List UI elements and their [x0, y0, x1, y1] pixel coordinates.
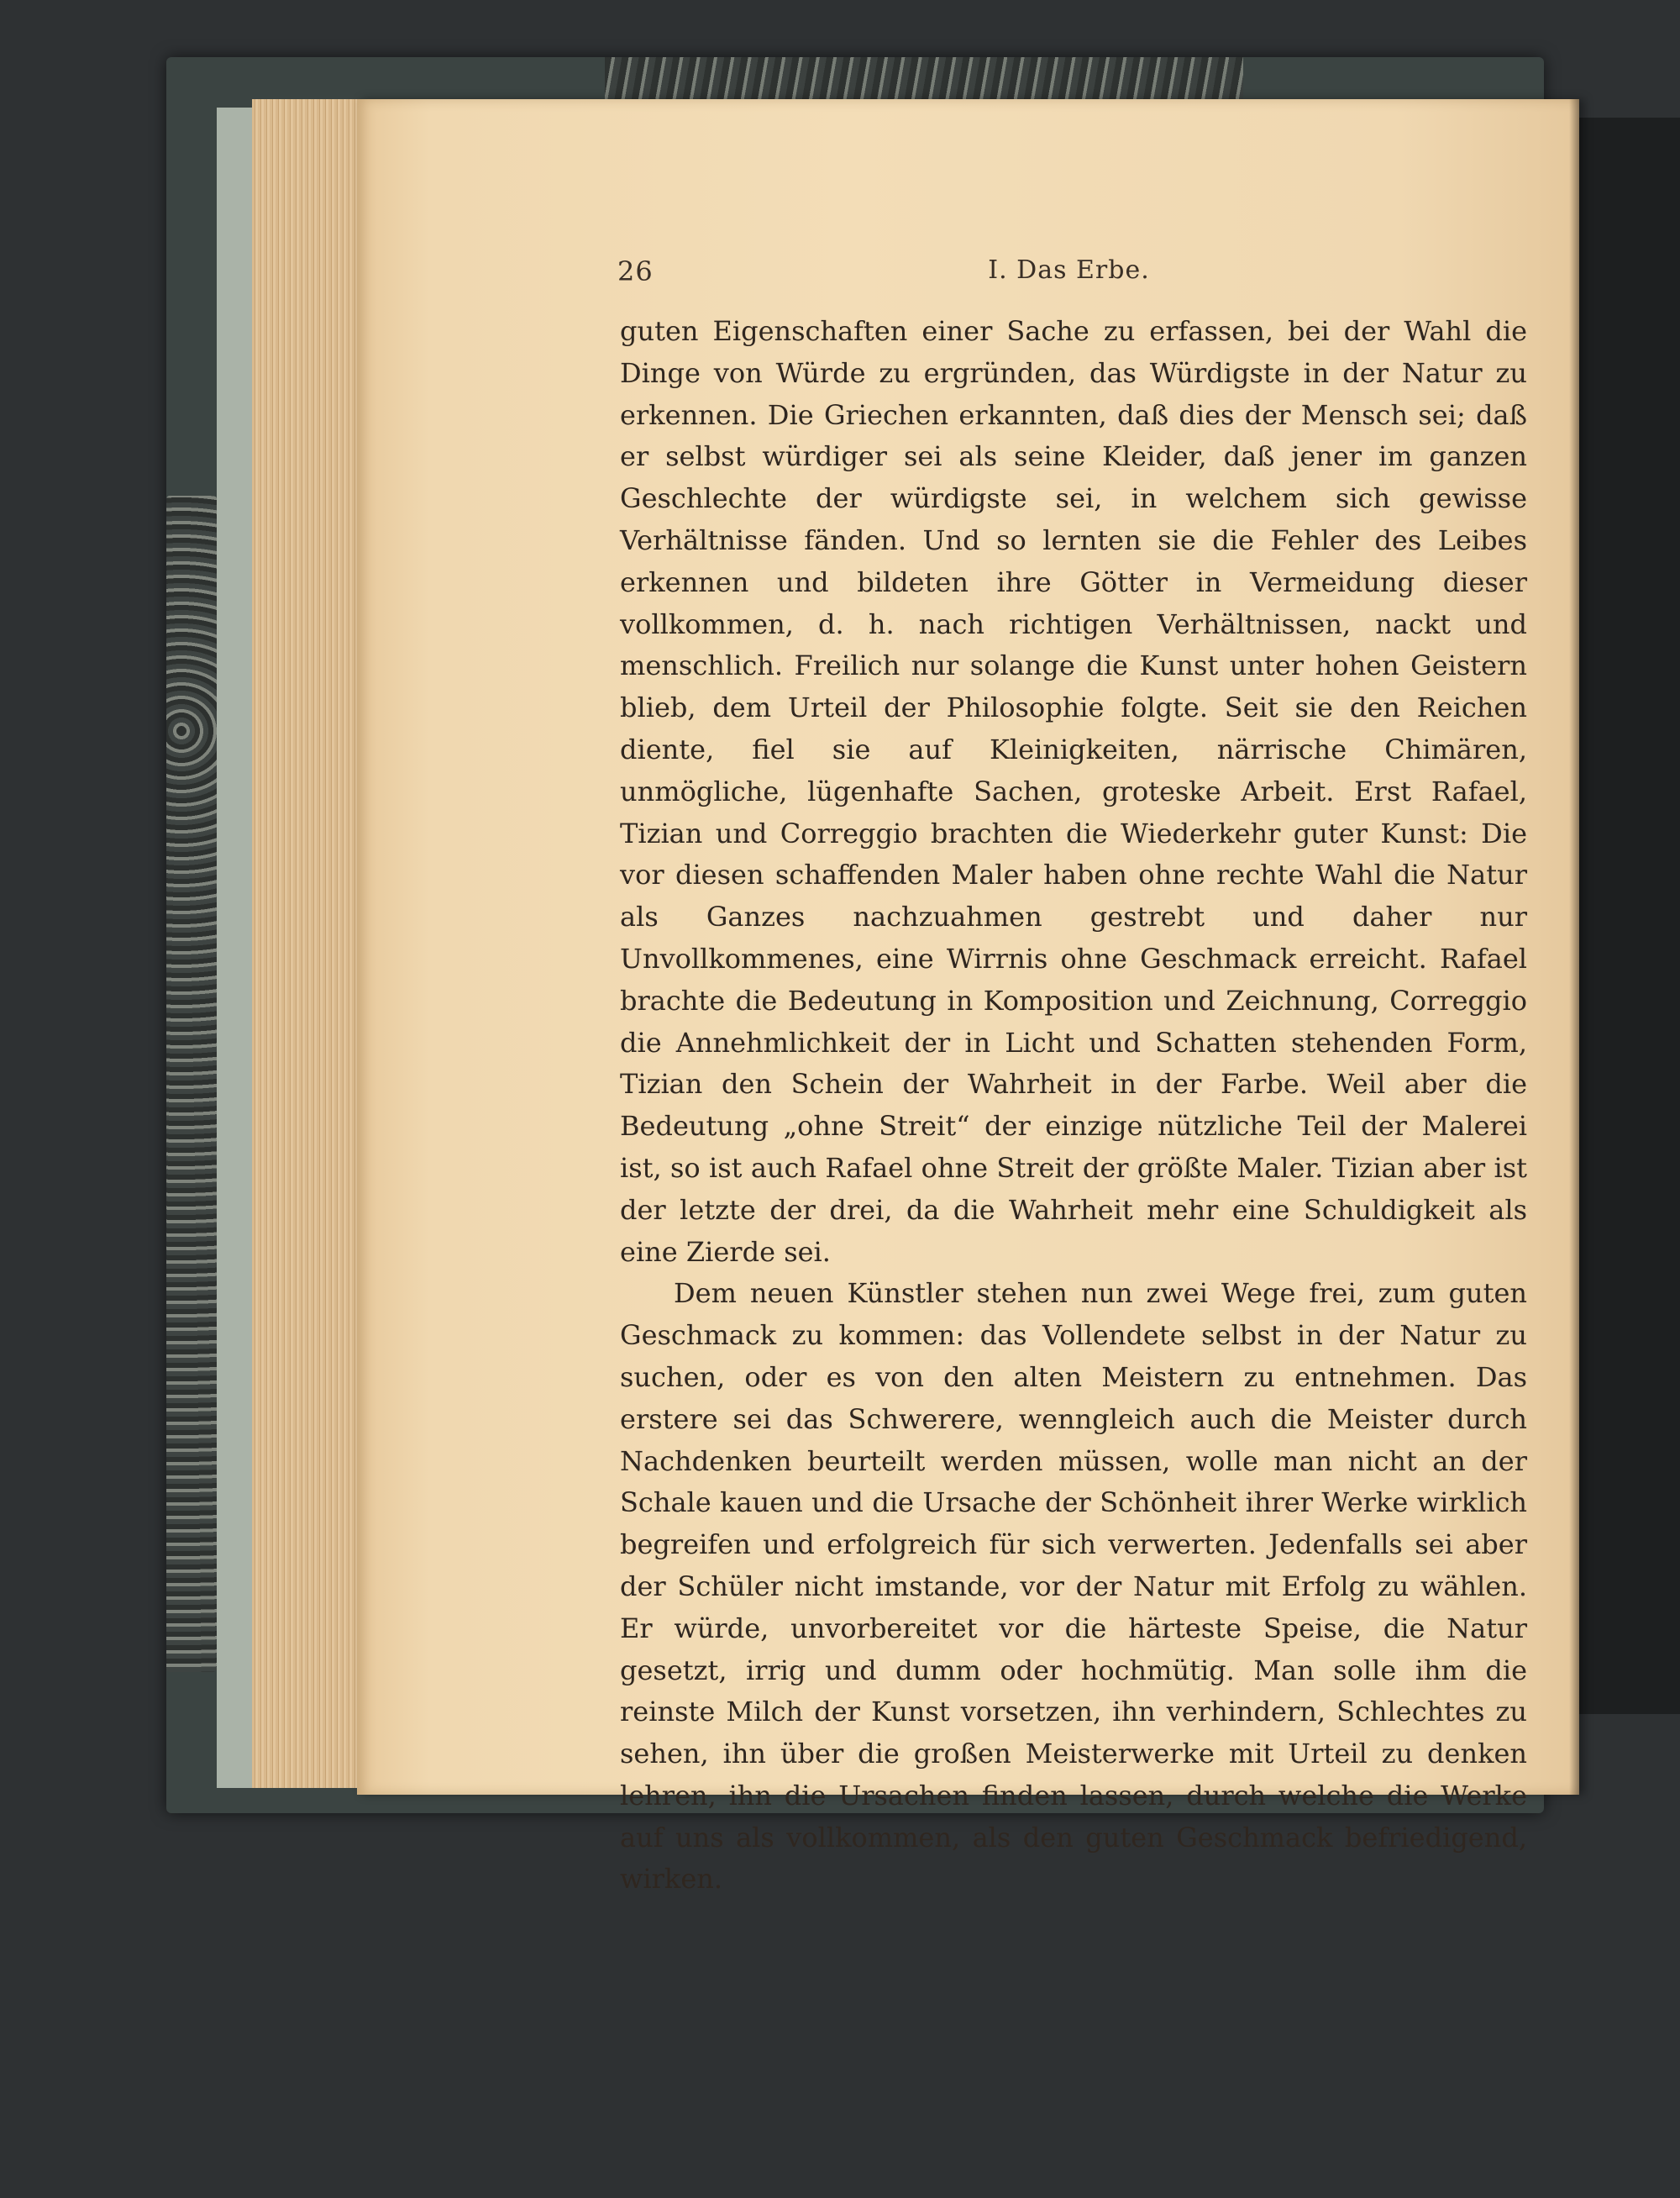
running-head: I. Das Erbe. — [988, 255, 1150, 285]
paragraph: guten Eigenschaften einer Sache zu erfassen, bei der Wahl die Dinge von Würde zu ergründen, das Würdigste in der Natur zu erkennen. Die Griechen erkannten, daß dies der Mensch sei; daß er selbst würdiger sei als seine Kleider, daß jener im ganzen Geschlechte der würdigste sei, in welchem sich gewisse Verhältnisse fänden. Und so lernten sie die Fehler des Leibes erkennen und bildeten ihre Götter in Vermeidung dieser vollkommen, d. h. nach richtigen Verhältnissen, nackt und menschlich. Freilich nur solange die Kunst unter hohen Geistern blieb, dem Urteil der Philosophie folgte. Seit sie den Reichen diente, fiel sie auf Kleinigkeiten, närrische Chimären, unmögliche, lügenhafte Sachen, groteske Arbeit. Erst Rafael, Tizian und Correggio brachten die Wiederkehr guter Kunst: Die vor diesen schaffenden Maler haben ohne rechte Wahl die Natur als Ganzes nachzuahmen gestrebt und daher nur Unvollkommenes, eine Wirrnis ohne Geschmack erreicht. Rafael brachte die Bedeutung in Komposition und Zeichnung, Correggio die Annehmlichkeit der in Licht und Schatten stehenden Form, Tizian den Schein der Wahrheit in der Farbe. Weil aber die Bedeutung „ohne Streit“ der einzige nützliche Teil der Malerei ist, so ist auch Rafael ohne Streit der größte Maler. Tizian aber ist der letzte der drei, da die Wahrheit mehr eine Schuldigkeit als eine Zierde sei. — [620, 315, 1527, 1268]
background-shadow — [1579, 118, 1680, 1714]
body-text — [620, 311, 1527, 1901]
marbled-edge-top — [605, 57, 1243, 99]
page-header — [617, 255, 1520, 306]
page-fold-shadow — [1569, 99, 1579, 1795]
page-edges — [252, 99, 370, 1788]
paragraph: Dem neuen Künstler stehen nun zwei Wege frei, zum guten Geschmack zu kommen: das Vollendete selbst in der Natur zu suchen, oder es von den alten Meistern zu entnehmen. Das erstere sei das Schwerere, wenngleich auch die Meister durch Nachdenken beurteilt werden müssen, wolle man nicht an der Schale kauen und die Ursache der Schönheit ihrer Werke wirklich begreifen und erfolgreich für sich verwerten. Jedenfalls sei aber der Schüler nicht imstande, vor der Natur mit Erfolg zu wählen. Er würde, unvorbereitet vor die härteste Speise, die Natur gesetzt, irrig und dumm oder hochmütig. Man solle ihm die reinste Milch der Kunst vorsetzen, ihn verhindern, Schlechtes zu sehen, ihn über die großen Meisterwerke mit Urteil zu denken lehren, ihn die Ursachen finden lassen, durch welche die Werke auf uns als vollkommen, als den guten Geschmack befriedigend, wirken. — [620, 1277, 1527, 1896]
marbled-spine — [166, 496, 217, 1672]
book-page — [357, 99, 1579, 1896]
page-number: 26 — [617, 255, 654, 287]
